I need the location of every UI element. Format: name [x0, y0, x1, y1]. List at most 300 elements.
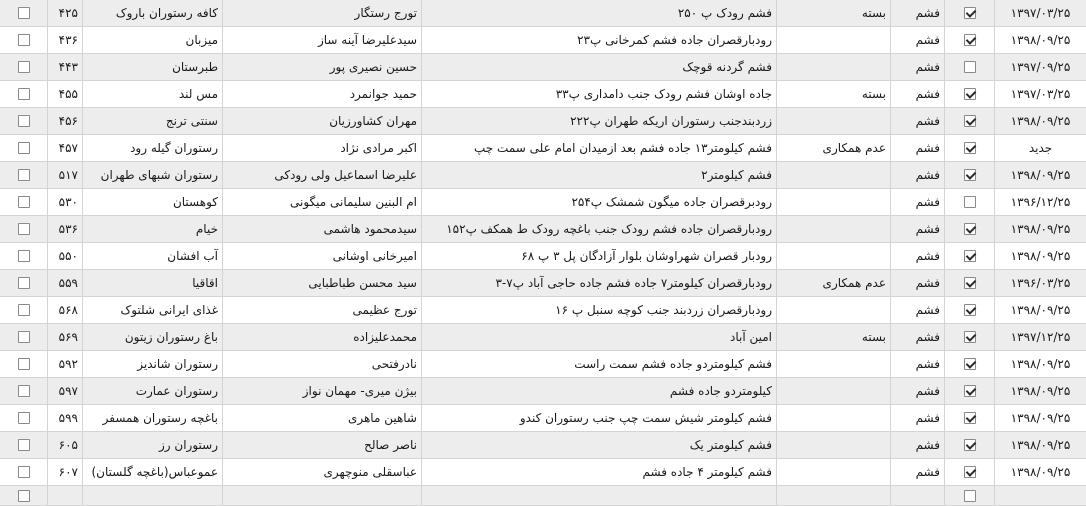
owner-cell[interactable] [223, 351, 422, 377]
owner-cell[interactable] [223, 216, 422, 242]
id-cell[interactable] [48, 324, 83, 350]
date-cell[interactable] [995, 27, 1086, 53]
date-cell[interactable] [995, 405, 1086, 431]
status-text: عدم همکاری [822, 276, 886, 290]
table-row[interactable] [0, 27, 1086, 54]
checked-cell[interactable] [945, 459, 995, 485]
date-cell[interactable] [995, 351, 1086, 377]
restaurant-cell[interactable] [83, 405, 223, 431]
checked-checkbox[interactable] [964, 490, 976, 502]
date-cell[interactable] [995, 324, 1086, 350]
id-cell[interactable] [48, 27, 83, 53]
city-text: فشم [915, 60, 940, 74]
owner-cell[interactable] [223, 108, 422, 134]
city-cell[interactable] [891, 378, 945, 404]
checked-checkbox[interactable] [964, 169, 976, 181]
id-value: ۵۵۰ [58, 249, 78, 263]
status-cell[interactable] [777, 486, 891, 505]
row-select-cell[interactable] [0, 351, 48, 377]
table-row[interactable] [0, 324, 1086, 351]
checked-cell[interactable] [945, 243, 995, 269]
restaurant-cell[interactable] [83, 54, 223, 80]
owner-name: حسین نصیری پور [329, 60, 417, 74]
restaurant-name: رستوران عمارت [135, 384, 218, 398]
date-text: ۱۳۹۸/۰۹/۲۵ [1010, 438, 1071, 452]
city-text: فشم [915, 303, 940, 317]
date-text: ۱۳۹۸/۰۹/۲۵ [1010, 411, 1071, 425]
owner-name: علیرضا اسماعیل ولی رودکی [274, 168, 417, 182]
city-cell[interactable] [891, 270, 945, 296]
city-cell[interactable] [891, 0, 945, 26]
checked-cell[interactable] [945, 378, 995, 404]
id-cell[interactable] [48, 486, 83, 505]
row-select-checkbox[interactable] [18, 358, 30, 370]
address-cell[interactable] [422, 135, 777, 161]
address-text: رودبارقصران جاده فشم رودک جنب باغچه رودک ط همکف پ۱۵۲ [446, 222, 772, 236]
status-cell[interactable] [777, 54, 891, 80]
owner-name: حمید جوانمرد [349, 87, 417, 101]
row-select-checkbox[interactable] [18, 196, 30, 208]
address-text: فشم کیلومتر یک [689, 438, 772, 452]
checked-cell[interactable] [945, 486, 995, 505]
address-text: جاده اوشان فشم رودک جنب دامداری پ۳۳ [555, 87, 772, 101]
date-text: ۱۳۹۸/۰۹/۲۵ [1010, 114, 1071, 128]
date-cell[interactable] [995, 432, 1086, 458]
status-cell[interactable] [777, 405, 891, 431]
owner-cell[interactable] [223, 135, 422, 161]
owner-name: ناصر صالح [364, 438, 417, 452]
city-cell[interactable] [891, 351, 945, 377]
id-cell[interactable] [48, 378, 83, 404]
checked-cell[interactable] [945, 405, 995, 431]
city-text: فشم [915, 384, 940, 398]
restaurant-name: طبرستان [172, 60, 218, 74]
owner-cell[interactable] [223, 297, 422, 323]
restaurant-cell[interactable] [83, 135, 223, 161]
date-cell[interactable] [995, 216, 1086, 242]
restaurant-cell[interactable] [83, 351, 223, 377]
restaurant-cell[interactable] [83, 378, 223, 404]
address-text: فشم کیلومتر۱۳ جاده فشم بعد ازمیدان امام علی سمت چپ [474, 141, 772, 155]
owner-cell[interactable] [223, 405, 422, 431]
status-cell[interactable] [777, 189, 891, 215]
restaurant-cell[interactable] [83, 189, 223, 215]
address-cell[interactable] [422, 324, 777, 350]
table-row[interactable] [0, 270, 1086, 297]
row-select-cell[interactable] [0, 378, 48, 404]
row-select-checkbox[interactable] [18, 277, 30, 289]
city-text: فشم [915, 438, 940, 452]
table-row[interactable] [0, 0, 1086, 27]
owner-cell[interactable] [223, 243, 422, 269]
checked-cell[interactable] [945, 189, 995, 215]
table-row[interactable] [0, 108, 1086, 135]
row-select-cell[interactable] [0, 27, 48, 53]
checked-checkbox[interactable] [964, 304, 976, 316]
id-value: ۵۹۲ [58, 357, 78, 371]
table-row[interactable] [0, 54, 1086, 81]
id-cell[interactable] [48, 297, 83, 323]
address-cell[interactable] [422, 270, 777, 296]
restaurant-name: باغچه رستوران همسفر [102, 411, 218, 425]
checked-checkbox[interactable] [964, 223, 976, 235]
table-row[interactable] [0, 432, 1086, 459]
date-text: جدید [1028, 141, 1053, 155]
checked-checkbox[interactable] [964, 7, 976, 19]
row-select-cell[interactable] [0, 135, 48, 161]
checked-cell[interactable] [945, 135, 995, 161]
restaurant-cell[interactable] [83, 432, 223, 458]
checked-checkbox[interactable] [964, 412, 976, 424]
row-select-checkbox[interactable] [18, 331, 30, 343]
date-text: ۱۳۹۸/۰۹/۲۵ [1010, 33, 1071, 47]
city-cell[interactable] [891, 189, 945, 215]
row-select-cell[interactable] [0, 0, 48, 26]
checked-cell[interactable] [945, 297, 995, 323]
row-select-checkbox[interactable] [18, 223, 30, 235]
date-cell[interactable] [995, 459, 1086, 485]
status-cell[interactable] [777, 297, 891, 323]
row-select-cell[interactable] [0, 108, 48, 134]
status-cell[interactable] [777, 324, 891, 350]
checked-cell[interactable] [945, 162, 995, 188]
city-text: فشم [915, 141, 940, 155]
city-cell[interactable] [891, 324, 945, 350]
id-cell[interactable] [48, 405, 83, 431]
address-cell[interactable] [422, 54, 777, 80]
owner-name: عباسقلی منوچهری [323, 465, 417, 479]
row-select-cell[interactable] [0, 324, 48, 350]
address-text: زردبندجنب رستوران اریکه طهران پ۲۲۲ [570, 114, 772, 128]
city-cell[interactable] [891, 216, 945, 242]
owner-cell[interactable] [223, 27, 422, 53]
checked-cell[interactable] [945, 351, 995, 377]
id-value: ۴۳۶ [58, 33, 78, 47]
restaurant-cell[interactable] [83, 162, 223, 188]
date-cell[interactable] [995, 135, 1086, 161]
restaurant-cell[interactable] [83, 270, 223, 296]
id-cell[interactable] [48, 216, 83, 242]
id-cell[interactable] [48, 108, 83, 134]
row-select-checkbox[interactable] [18, 439, 30, 451]
address-cell[interactable] [422, 243, 777, 269]
row-select-cell[interactable] [0, 459, 48, 485]
city-cell[interactable] [891, 162, 945, 188]
status-text: عدم همکاری [822, 141, 886, 155]
date-cell[interactable] [995, 81, 1086, 107]
city-text: فشم [915, 465, 940, 479]
owner-cell[interactable] [223, 54, 422, 80]
id-cell[interactable] [48, 0, 83, 26]
checked-cell[interactable] [945, 432, 995, 458]
city-cell[interactable] [891, 432, 945, 458]
status-cell[interactable] [777, 27, 891, 53]
address-cell[interactable] [422, 459, 777, 485]
id-value: ۶۰۷ [58, 465, 78, 479]
id-cell[interactable] [48, 432, 83, 458]
status-cell[interactable] [777, 351, 891, 377]
date-text: ۱۳۹۸/۰۹/۲۵ [1010, 357, 1071, 371]
date-cell[interactable] [995, 270, 1086, 296]
restaurant-cell[interactable] [83, 27, 223, 53]
owner-cell[interactable] [223, 189, 422, 215]
checked-checkbox[interactable] [964, 34, 976, 46]
owner-cell[interactable] [223, 81, 422, 107]
city-text: فشم [915, 33, 940, 47]
status-cell[interactable] [777, 243, 891, 269]
city-cell[interactable] [891, 459, 945, 485]
id-cell[interactable] [48, 243, 83, 269]
checked-cell[interactable] [945, 324, 995, 350]
address-cell[interactable] [422, 189, 777, 215]
date-cell[interactable] [995, 189, 1086, 215]
table-row[interactable] [0, 378, 1086, 405]
id-cell[interactable] [48, 162, 83, 188]
city-cell[interactable] [891, 27, 945, 53]
date-cell[interactable] [995, 486, 1086, 505]
checked-cell[interactable] [945, 0, 995, 26]
row-select-cell[interactable] [0, 81, 48, 107]
status-cell[interactable] [777, 108, 891, 134]
city-text: فشم [915, 87, 940, 101]
restaurant-cell[interactable] [83, 0, 223, 26]
address-text: رودبارقصران زردبند جنب کوچه سنبل پ ۱۶ [555, 303, 772, 317]
restaurant-name: خیام [195, 222, 218, 236]
owner-cell[interactable] [223, 162, 422, 188]
date-cell[interactable] [995, 297, 1086, 323]
city-cell[interactable] [891, 243, 945, 269]
checked-checkbox[interactable] [964, 466, 976, 478]
id-cell[interactable] [48, 189, 83, 215]
table-row[interactable] [0, 162, 1086, 189]
row-select-cell[interactable] [0, 486, 48, 505]
date-text: ۱۳۹۶/۱۲/۲۵ [1010, 195, 1071, 209]
address-cell[interactable] [422, 0, 777, 26]
address-text: رودبارقصران کیلومتر۷ جاده فشم جاده حاجی آباد پ۷-۳ [495, 276, 772, 290]
address-cell[interactable] [422, 486, 777, 505]
row-select-checkbox[interactable] [18, 385, 30, 397]
restaurant-cell[interactable] [83, 324, 223, 350]
id-cell[interactable] [48, 270, 83, 296]
restaurant-name: عموعباس(باغچه گلستان) [91, 465, 218, 479]
table-row[interactable] [0, 81, 1086, 108]
date-text: ۱۳۹۷/۱۲/۲۵ [1010, 330, 1071, 344]
owner-cell[interactable] [223, 378, 422, 404]
id-cell[interactable] [48, 135, 83, 161]
city-cell[interactable] [891, 81, 945, 107]
row-select-cell[interactable] [0, 270, 48, 296]
status-cell[interactable] [777, 81, 891, 107]
row-select-checkbox[interactable] [18, 169, 30, 181]
owner-name: ام البنین سلیمانی میگونی [290, 195, 417, 209]
id-value: ۵۶۹ [58, 330, 78, 344]
owner-name: اکبر مرادی نژاد [340, 141, 417, 155]
restaurant-name: باغ رستوران زیتون [124, 330, 218, 344]
row-select-cell[interactable] [0, 216, 48, 242]
row-select-checkbox[interactable] [18, 412, 30, 424]
owner-cell[interactable] [223, 0, 422, 26]
restaurant-name: آب افشان [167, 249, 218, 263]
id-value: ۵۱۷ [58, 168, 78, 182]
restaurant-cell[interactable] [83, 243, 223, 269]
table-row[interactable] [0, 405, 1086, 432]
id-value: ۵۳۶ [58, 222, 78, 236]
table-row[interactable] [0, 459, 1086, 486]
owner-name: نادرفتحی [371, 357, 417, 371]
checked-checkbox[interactable] [964, 250, 976, 262]
owner-name: سید محسن طباطبایی [308, 276, 417, 290]
address-text: فشم گردنه قوچک [682, 60, 772, 74]
row-select-cell[interactable] [0, 189, 48, 215]
restaurant-name: میزبان [185, 33, 218, 47]
status-cell[interactable] [777, 216, 891, 242]
checked-checkbox[interactable] [964, 277, 976, 289]
table-row[interactable] [0, 351, 1086, 378]
checked-cell[interactable] [945, 270, 995, 296]
city-cell[interactable] [891, 486, 945, 505]
status-cell[interactable] [777, 432, 891, 458]
checked-cell[interactable] [945, 108, 995, 134]
owner-cell[interactable] [223, 459, 422, 485]
checked-checkbox[interactable] [964, 331, 976, 343]
city-cell[interactable] [891, 405, 945, 431]
id-value: ۴۵۵ [58, 87, 78, 101]
id-value: ۵۹۹ [58, 411, 78, 425]
row-select-checkbox[interactable] [18, 490, 30, 502]
address-cell[interactable] [422, 81, 777, 107]
city-cell[interactable] [891, 135, 945, 161]
address-cell[interactable] [422, 297, 777, 323]
owner-cell[interactable] [223, 324, 422, 350]
status-cell[interactable] [777, 270, 891, 296]
row-select-cell[interactable] [0, 162, 48, 188]
date-cell[interactable] [995, 0, 1086, 26]
date-cell[interactable] [995, 162, 1086, 188]
checked-checkbox[interactable] [964, 142, 976, 154]
row-select-checkbox[interactable] [18, 304, 30, 316]
status-text: بسته [861, 87, 886, 101]
checked-checkbox[interactable] [964, 385, 976, 397]
row-select-checkbox[interactable] [18, 88, 30, 100]
date-text: ۱۳۹۸/۰۹/۲۵ [1010, 303, 1071, 317]
status-cell[interactable] [777, 135, 891, 161]
id-cell[interactable] [48, 54, 83, 80]
address-cell[interactable] [422, 432, 777, 458]
address-cell[interactable] [422, 108, 777, 134]
address-text: رودبارقصران جاده فشم کمرخانی پ۲۳ [577, 33, 772, 47]
id-cell[interactable] [48, 459, 83, 485]
checked-cell[interactable] [945, 81, 995, 107]
checked-checkbox[interactable] [964, 115, 976, 127]
row-select-checkbox[interactable] [18, 7, 30, 19]
city-text: فشم [915, 357, 940, 371]
date-cell[interactable] [995, 243, 1086, 269]
date-text: ۱۳۹۶/۰۳/۲۵ [1010, 276, 1071, 290]
id-cell[interactable] [48, 351, 83, 377]
checked-cell[interactable] [945, 216, 995, 242]
restaurant-cell[interactable] [83, 459, 223, 485]
address-cell[interactable] [422, 405, 777, 431]
checked-checkbox[interactable] [964, 439, 976, 451]
address-cell[interactable] [422, 162, 777, 188]
address-text: فشم رودک پ ۲۵۰ [677, 6, 772, 20]
row-select-cell[interactable] [0, 432, 48, 458]
status-cell[interactable] [777, 378, 891, 404]
restaurant-cell[interactable] [83, 297, 223, 323]
restaurant-name: سنتی ترنج [165, 114, 218, 128]
id-value: ۶۰۵ [58, 438, 78, 452]
address-text: فشم کیلومتردو جاده فشم سمت راست [574, 357, 772, 371]
owner-name: سیدمحمود هاشمی [323, 222, 417, 236]
table-row[interactable] [0, 297, 1086, 324]
row-select-checkbox[interactable] [18, 34, 30, 46]
restaurant-name: رستوران شاندیز [137, 357, 218, 371]
city-cell[interactable] [891, 108, 945, 134]
id-value: ۴۲۵ [58, 6, 78, 20]
row-select-checkbox[interactable] [18, 115, 30, 127]
restaurant-cell[interactable] [83, 486, 223, 505]
checked-checkbox[interactable] [964, 196, 976, 208]
address-cell[interactable] [422, 27, 777, 53]
status-text: بسته [861, 330, 886, 344]
owner-cell[interactable] [223, 432, 422, 458]
row-select-cell[interactable] [0, 405, 48, 431]
address-text: رودبرقصران جاده میگون شمشک پ۲۵۴ [571, 195, 772, 209]
row-select-checkbox[interactable] [18, 250, 30, 262]
row-select-cell[interactable] [0, 297, 48, 323]
date-cell[interactable] [995, 54, 1086, 80]
table-row[interactable] [0, 216, 1086, 243]
owner-cell[interactable] [223, 486, 422, 505]
city-text: فشم [915, 114, 940, 128]
address-text: فشم کیلومتر ۴ جاده فشم [642, 465, 772, 479]
row-select-checkbox[interactable] [18, 61, 30, 73]
restaurant-cell[interactable] [83, 108, 223, 134]
owner-cell[interactable] [223, 270, 422, 296]
table-row[interactable] [0, 189, 1086, 216]
date-cell[interactable] [995, 378, 1086, 404]
checked-cell[interactable] [945, 54, 995, 80]
status-cell[interactable] [777, 162, 891, 188]
row-select-cell[interactable] [0, 54, 48, 80]
date-text: ۱۳۹۷/۰۳/۲۵ [1010, 87, 1071, 101]
status-cell[interactable] [777, 459, 891, 485]
checked-checkbox[interactable] [964, 61, 976, 73]
address-cell[interactable] [422, 351, 777, 377]
address-cell[interactable] [422, 378, 777, 404]
date-cell[interactable] [995, 108, 1086, 134]
table-row[interactable] [0, 243, 1086, 270]
checked-checkbox[interactable] [964, 358, 976, 370]
checked-cell[interactable] [945, 27, 995, 53]
address-cell[interactable] [422, 216, 777, 242]
checked-checkbox[interactable] [964, 88, 976, 100]
restaurant-cell[interactable] [83, 216, 223, 242]
row-select-cell[interactable] [0, 243, 48, 269]
owner-name: امیرخانی اوشانی [332, 249, 417, 263]
restaurant-name: غذای ایرانی شلتوک [120, 303, 218, 317]
table-row[interactable] [0, 135, 1086, 162]
id-cell[interactable] [48, 81, 83, 107]
new-record-row[interactable] [0, 486, 1086, 506]
status-cell[interactable] [777, 0, 891, 26]
restaurant-name: رستوران گیله رود [130, 141, 218, 155]
row-select-checkbox[interactable] [18, 142, 30, 154]
city-cell[interactable] [891, 54, 945, 80]
city-cell[interactable] [891, 297, 945, 323]
restaurant-cell[interactable] [83, 81, 223, 107]
row-select-checkbox[interactable] [18, 466, 30, 478]
